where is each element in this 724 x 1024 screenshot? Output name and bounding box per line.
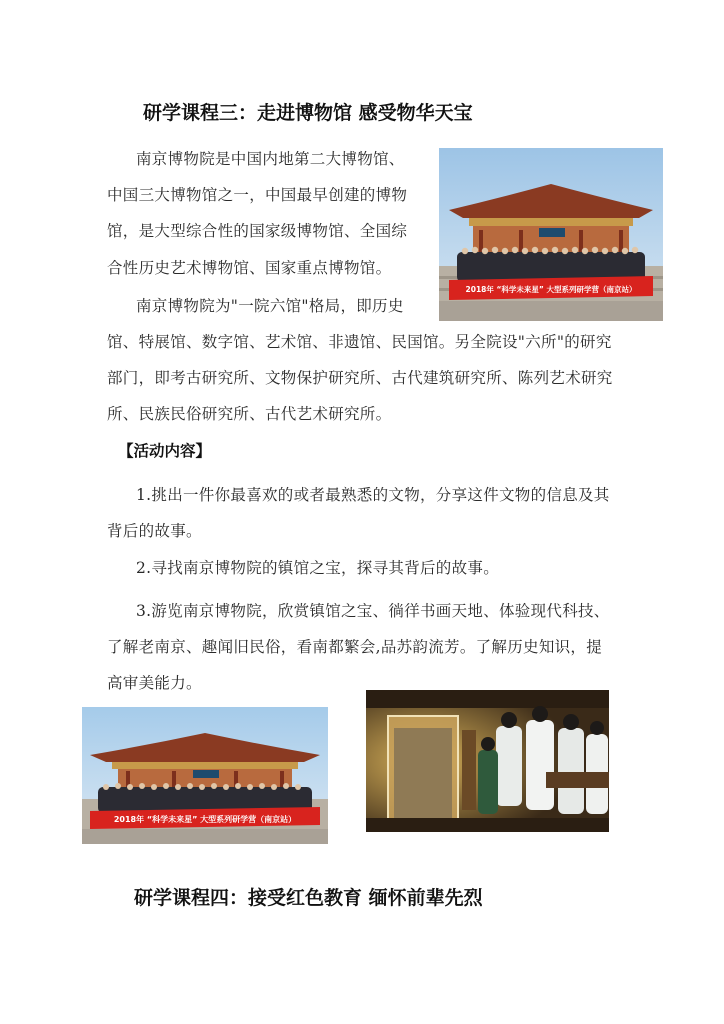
course3-heading: 研学课程三：走进博物馆 感受物华天宝 — [143, 102, 473, 124]
activity-item3-line3: 高审美能力。 — [107, 674, 202, 692]
para2-line2: 馆、特展馆、数字馆、艺术馆、非遗馆、民国馆。另全院设"六所"的研究 — [107, 333, 612, 351]
museum-group-photo-top — [439, 148, 663, 321]
activity-item2: 2.寻找南京博物院的镇馆之宝，探寻其背后的故事。 — [136, 559, 499, 577]
para1-line2: 中国三大博物馆之一，中国最早创建的博物 — [107, 186, 408, 204]
banner-text-bottom: 2018年 “科学未来星” 大型系列研学营（南京站） — [113, 815, 297, 824]
activity-item1-line2: 背后的故事。 — [107, 522, 202, 540]
activity-section-label: 【活动内容】 — [118, 442, 212, 460]
museum-group-photo-bottom — [82, 707, 328, 844]
banner-text-top: 2018年 “科学未来星” 大型系列研学营（南京站） — [465, 285, 637, 294]
activity-item1-line1: 1.挑出一件你最喜欢的或者最熟悉的文物，分享这件文物的信息及其 — [136, 486, 610, 504]
para2-line3: 部门，即考古研究所、文物保护研究所、古代建筑研究所、陈列艺术研究 — [107, 369, 613, 387]
exhibit-students-photo — [366, 690, 609, 832]
para1-line3: 馆，是大型综合性的国家级博物馆、全国综 — [107, 222, 408, 240]
activity-item3-line1: 3.游览南京博物院，欣赏镇馆之宝、徜徉书画天地、体验现代科技、 — [136, 602, 610, 620]
activity-item3-line2: 了解老南京、趣闻旧民俗，看南都繁会,品苏韵流芳。了解历史知识，提 — [107, 638, 603, 656]
course4-heading: 研学课程四：接受红色教育 缅怀前辈先烈 — [134, 887, 483, 909]
para1-line1: 南京博物院是中国内地第二大博物馆、 — [136, 150, 405, 168]
para2-line4: 所、民族民俗研究所、古代艺术研究所。 — [107, 405, 392, 423]
para1-line4: 合性历史艺术博物馆、国家重点博物馆。 — [107, 259, 392, 277]
para2-line1: 南京博物院为"一院六馆"格局，即历史 — [136, 297, 404, 315]
